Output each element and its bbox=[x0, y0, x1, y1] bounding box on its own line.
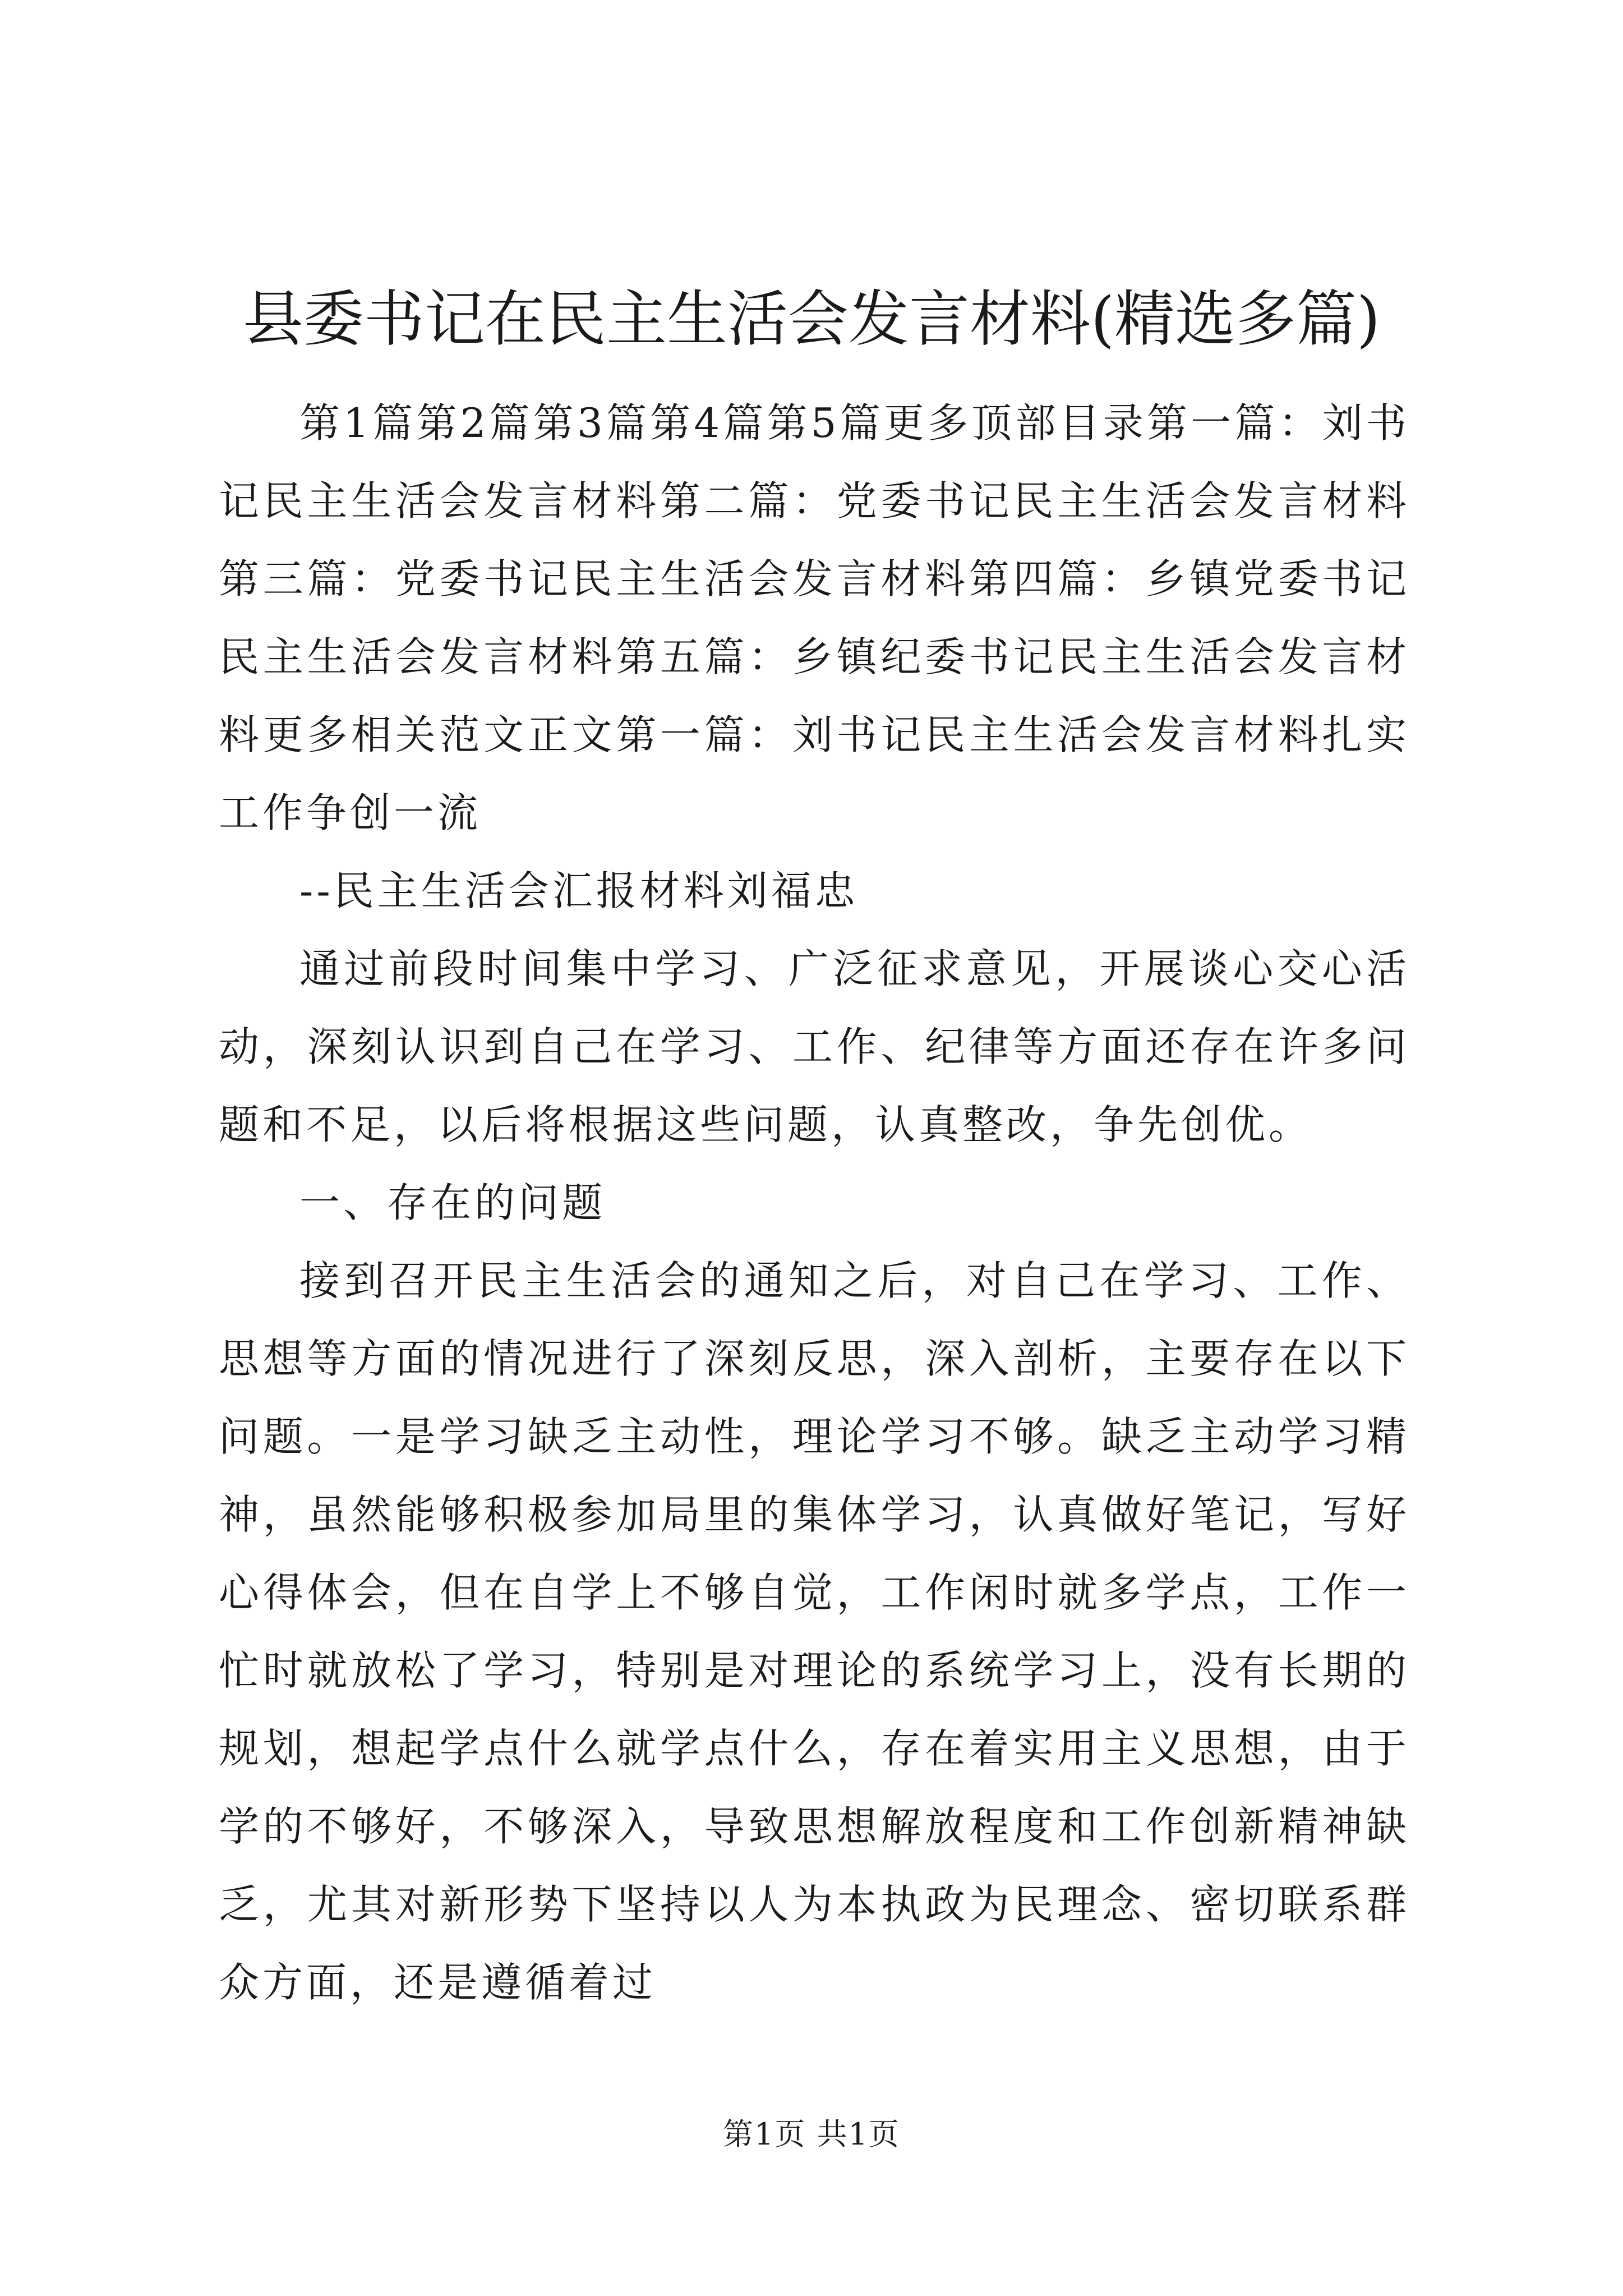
document-title: 县委书记在民主生活会发言材料(精选多篇) bbox=[242, 284, 1381, 355]
paragraph-subtitle: --民主生活会汇报材料刘福忠 bbox=[299, 867, 859, 914]
section-heading-problems: 一、存在的问题 bbox=[299, 1179, 606, 1226]
document-body bbox=[219, 384, 1410, 2022]
paragraph-table-of-contents: 第1篇第2篇第3篇第4篇第5篇更多顶部目录第一篇：刘书记民主生活会发言材料第二篇：党委书记民主生活会发言材料第三篇：党委书记民主生活会发言材料第四篇：乡镇党委书记民主生活会发言材料第五篇：乡镇纪委书记民主生活会发言材料更多相关范文正文第一篇：刘书记民主生活会发言材料扎实工作争创一流 bbox=[219, 399, 1410, 836]
paragraph-problems-detail: 接到召开民主生活会的通知之后，对自己在学习、工作、思想等方面的情况进行了深刻反思，深入剖析，主要存在以下问题。一是学习缺乏主动性，理论学习不够。缺乏主动学习精神，虽然能够积极参加局里的集体学习，认真做好笔记，写好心得体会，但在自学上不够自觉，工作闲时就多学点，工作一忙时就放松了学习，特别是对理论的系统学习上，没有长期的规划，想起学点什么就学点什么，存在着实用主义思想，由于学的不够好，不够深入，导致思想解放程度和工作创新精神缺乏，尤其对新形势下坚持以人为本执政为民理念、密切联系群众方面，还是遵循着过 bbox=[219, 1257, 1410, 2006]
page-footer: 第1页 共1页 bbox=[723, 2116, 900, 2152]
paragraph-introduction: 通过前段时间集中学习、广泛征求意见，开展谈心交心活动，深刻认识到自己在学习、工作、纪律等方面还存在许多问题和不足，以后将根据这些问题，认真整改，争先创优。 bbox=[219, 945, 1410, 1148]
